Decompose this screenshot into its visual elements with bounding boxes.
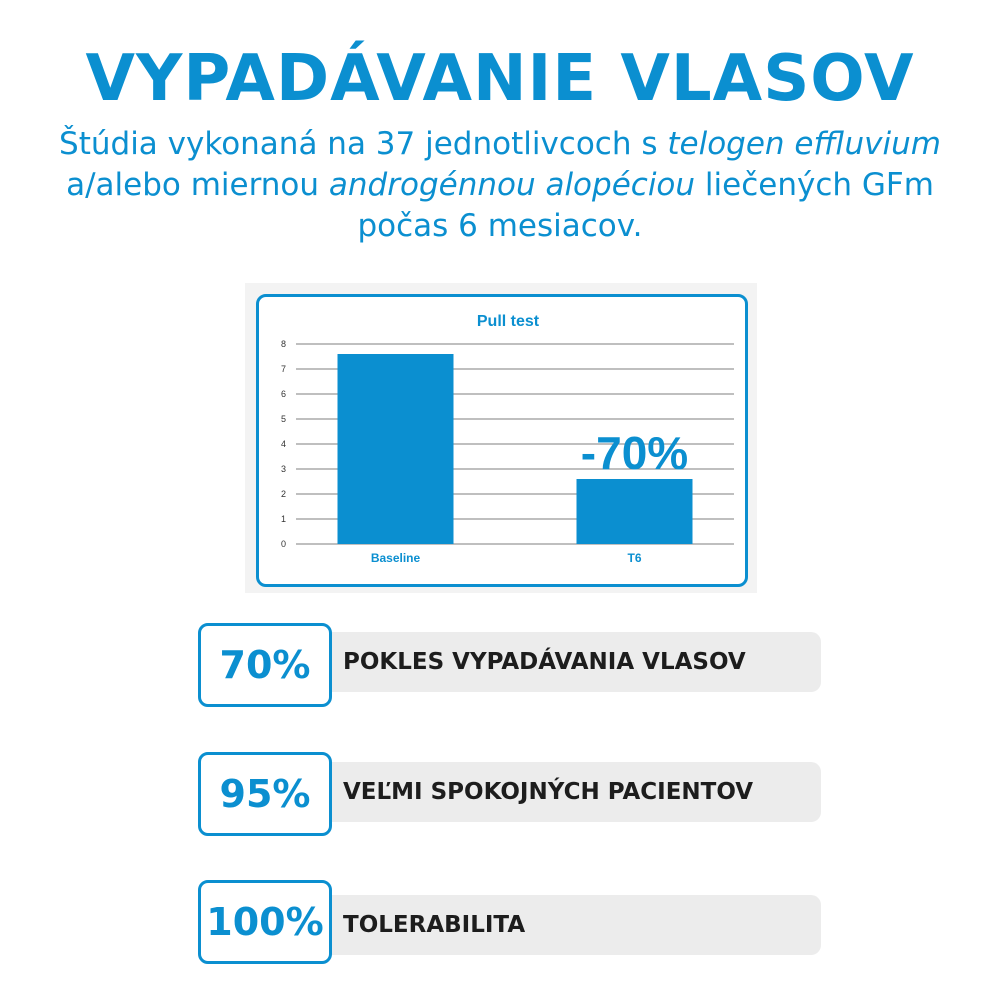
- page-title: VYPADÁVANIE VLASOV: [85, 42, 915, 116]
- subtitle-text-1: Štúdia vykonaná na 37 jednotlivcoch s: [59, 126, 668, 162]
- page-subtitle: [40, 124, 960, 247]
- y-tick-label: 6: [280, 389, 286, 399]
- reduction-annotation: -70%: [580, 427, 689, 479]
- x-tick-label: T6: [627, 551, 642, 565]
- stat-label-satisfaction: VEĽMI SPOKOJNÝCH PACIENTOV: [318, 762, 821, 822]
- subtitle-italic-2: androgénnou alopéciou: [328, 167, 696, 203]
- y-tick-label: 1: [280, 514, 286, 524]
- stat-value-hair-loss: 70%: [198, 623, 332, 707]
- x-tick-label: Baseline: [370, 551, 421, 565]
- pull-test-chart: [256, 294, 748, 587]
- bar-t6: [577, 479, 693, 544]
- bar-baseline: [338, 354, 454, 544]
- y-tick-label: 8: [280, 339, 286, 349]
- stat-value-tolerability: 100%: [198, 880, 332, 964]
- y-tick-label: 5: [280, 414, 286, 424]
- stat-value-satisfaction: 95%: [198, 752, 332, 836]
- y-tick-label: 2: [280, 489, 286, 499]
- subtitle-text-3: liečených GFm počas 6 mesiacov.: [357, 167, 934, 244]
- stat-label-hair-loss: POKLES VYPADÁVANIA VLASOV: [318, 632, 821, 692]
- subtitle-italic-1: telogen effluvium: [667, 126, 941, 162]
- y-tick-label: 4: [280, 439, 286, 449]
- y-tick-label: 7: [280, 364, 286, 374]
- y-tick-label: 0: [280, 539, 286, 549]
- subtitle-text-2: a/alebo miernou: [66, 167, 329, 203]
- chart-title: Pull test: [476, 313, 540, 330]
- y-tick-label: 3: [280, 464, 286, 474]
- stat-label-tolerability: TOLERABILITA: [318, 895, 821, 955]
